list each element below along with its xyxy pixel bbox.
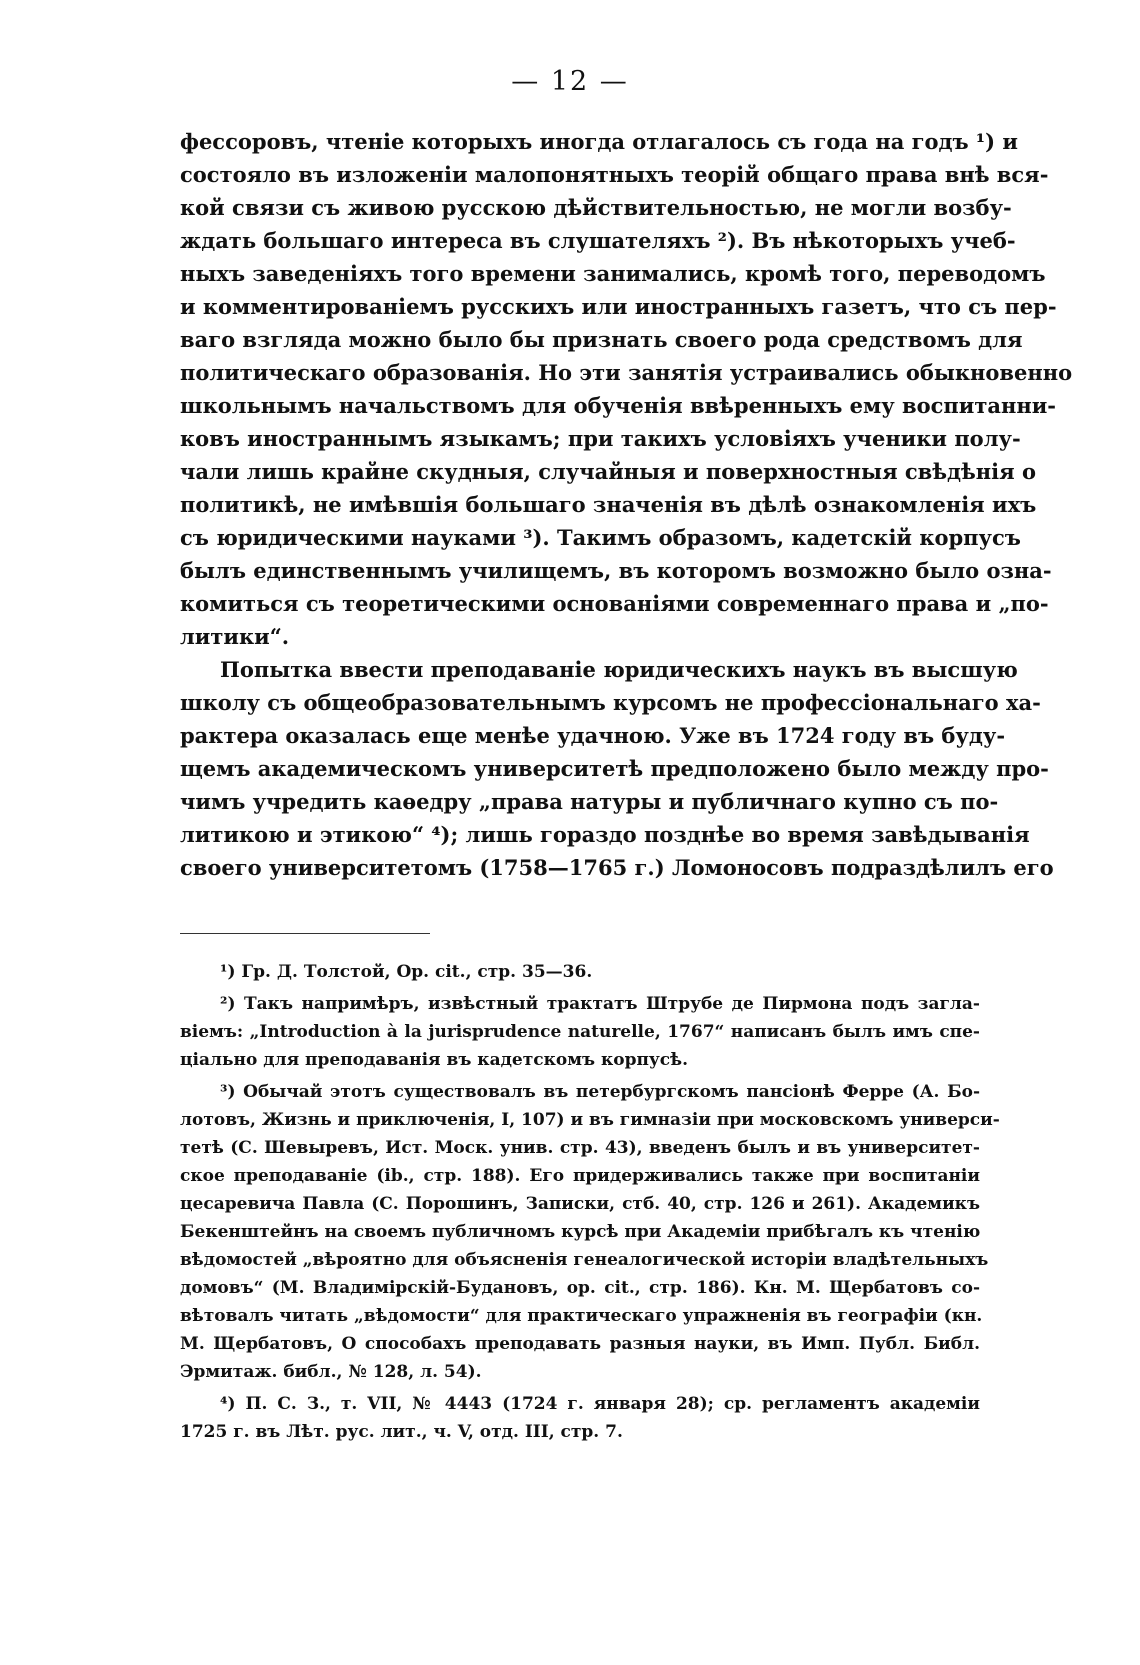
footnote-separator	[180, 933, 430, 934]
page-number: — 12 —	[511, 66, 629, 97]
footnote-line: лотовъ, Жизнь и приключенія, I, 107) и въ гимназіи при московскомъ универси-	[180, 1110, 1000, 1130]
text-line: ковъ иностраннымъ языкамъ; при такихъ условіяхъ ученики полу-	[180, 426, 1021, 451]
footnote-line: 1725 г. въ Лѣт. рус. лит., ч. V, отд. III, стр. 7.	[180, 1422, 623, 1442]
text-line: кой связи съ живою русскою дѣйствительностью, не могли возбу-	[180, 195, 1012, 220]
footnote-line: домовъ“ (М. Владимірскій-Будановъ, op. cit., стр. 186). Кн. М. Щербатовъ со-	[180, 1278, 980, 1298]
footnote-line: Эрмитаж. библ., № 128, л. 54).	[180, 1362, 482, 1382]
text-line: ныхъ заведеніяхъ того времени занимались, кромѣ того, переводомъ	[180, 261, 1046, 286]
text-line: чали лишь крайне скудныя, случайныя и поверхностныя свѣдѣнія о	[180, 459, 1036, 484]
footnote-line: Бекенштейнъ на своемъ публичномъ курсѣ при Академіи прибѣгалъ къ чтенію	[180, 1222, 981, 1242]
text-line: фессоровъ, чтеніе которыхъ иногда отлагалось съ года на годъ ¹) и	[180, 129, 1018, 154]
footnote-line: віемъ: „Introduction à la jurisprudence naturelle, 1767“ написанъ былъ имъ спе-	[180, 1022, 980, 1042]
text-line: рактера оказалась еще менѣе удачною. Уже въ 1724 году въ буду-	[180, 723, 1006, 748]
footnotes	[180, 958, 1000, 1450]
text-line: политическаго образованія. Но эти занятія устраивались обыкновенно	[180, 360, 1073, 385]
footnote-line: вѣтовалъ читать „вѣдомости“ для практическаго упражненія въ географіи (кн.	[180, 1306, 983, 1326]
text-line: школу съ общеобразовательнымъ курсомъ не профессіональнаго ха-	[180, 690, 1041, 715]
footnote	[180, 958, 980, 986]
paragraph	[180, 125, 1073, 653]
text-line: съ юридическими науками ³). Такимъ образомъ, кадетскій корпусъ	[180, 525, 1021, 550]
paragraph	[180, 653, 1054, 884]
text-line: своего университетомъ (1758—1765 г.) Ломоносовъ подраздѣлилъ его	[180, 855, 1054, 880]
footnote	[180, 990, 980, 1074]
footnote-line: цесаревича Павла (С. Порошинъ, Записки, стб. 40, стр. 126 и 261). Академикъ	[180, 1194, 980, 1214]
footnote-line: вѣдомостей „вѣроятно для объясненія генеалогической исторіи владѣтельныхъ	[180, 1250, 989, 1270]
footnote-line: М. Щербатовъ, О способахъ преподавать разныя науки, въ Имп. Публ. Библ.	[180, 1334, 980, 1354]
footnote-line: ²) Такъ напримѣръ, извѣстный трактатъ Штрубе де Пирмона подъ загла-	[220, 994, 980, 1014]
footnote-line: тетѣ (С. Шевыревъ, Ист. Моск. унив. стр. 43), введенъ былъ и въ университет-	[180, 1138, 980, 1158]
text-line: школьнымъ начальствомъ для обученія ввѣренныхъ ему воспитанни-	[180, 393, 1057, 418]
text-line: комиться съ теоретическими основаніями современнаго права и „по-	[180, 591, 1049, 616]
text-line: Попытка ввести преподаваніе юридическихъ наукъ въ высшую	[220, 657, 1018, 682]
footnote-line: ³) Обычай этотъ существовалъ въ петербургскомъ пансіонѣ Ферре (А. Бо-	[220, 1082, 980, 1102]
footnote-line: ское преподаваніе (ib., стр. 188). Его придерживались также при воспитаніи	[180, 1166, 980, 1186]
footnote-line: ¹) Гр. Д. Толстой, Op. cit., стр. 35—36.	[220, 962, 593, 982]
text-line: былъ единственнымъ училищемъ, въ которомъ возможно было озна-	[180, 558, 1052, 583]
footnote	[180, 1078, 1000, 1386]
text-line: чимъ учредить каѳедру „права натуры и публичнаго купно съ по-	[180, 789, 999, 814]
text-line: литикою и этикою“ ⁴); лишь гораздо позднѣе во время завѣдыванія	[180, 822, 1030, 847]
text-line: и комментированіемъ русскихъ или иностранныхъ газетъ, что съ пер-	[180, 294, 1057, 319]
footnote-line: ціально для преподаванія въ кадетскомъ корпусѣ.	[180, 1050, 689, 1070]
text-line: состояло въ изложеніи малопонятныхъ теорій общаго права внѣ вся-	[180, 162, 1049, 187]
text-line: литики“.	[180, 624, 290, 649]
text-line: ваго взгляда можно было бы признать своего рода средствомъ для	[180, 327, 1023, 352]
text-line: политикѣ, не имѣвшія большаго значенія въ дѣлѣ ознакомленія ихъ	[180, 492, 1037, 517]
footnote-line: ⁴) П. С. З., т. VII, № 4443 (1724 г. января 28); ср. регламентъ академіи	[220, 1394, 980, 1414]
text-line: ждать большаго интереса въ слушателяхъ ²). Въ нѣкоторыхъ учеб-	[180, 228, 1016, 253]
body-text	[180, 125, 1073, 884]
footnote	[180, 1390, 980, 1446]
text-line: щемъ академическомъ университетѣ предположено было между про-	[180, 756, 1049, 781]
